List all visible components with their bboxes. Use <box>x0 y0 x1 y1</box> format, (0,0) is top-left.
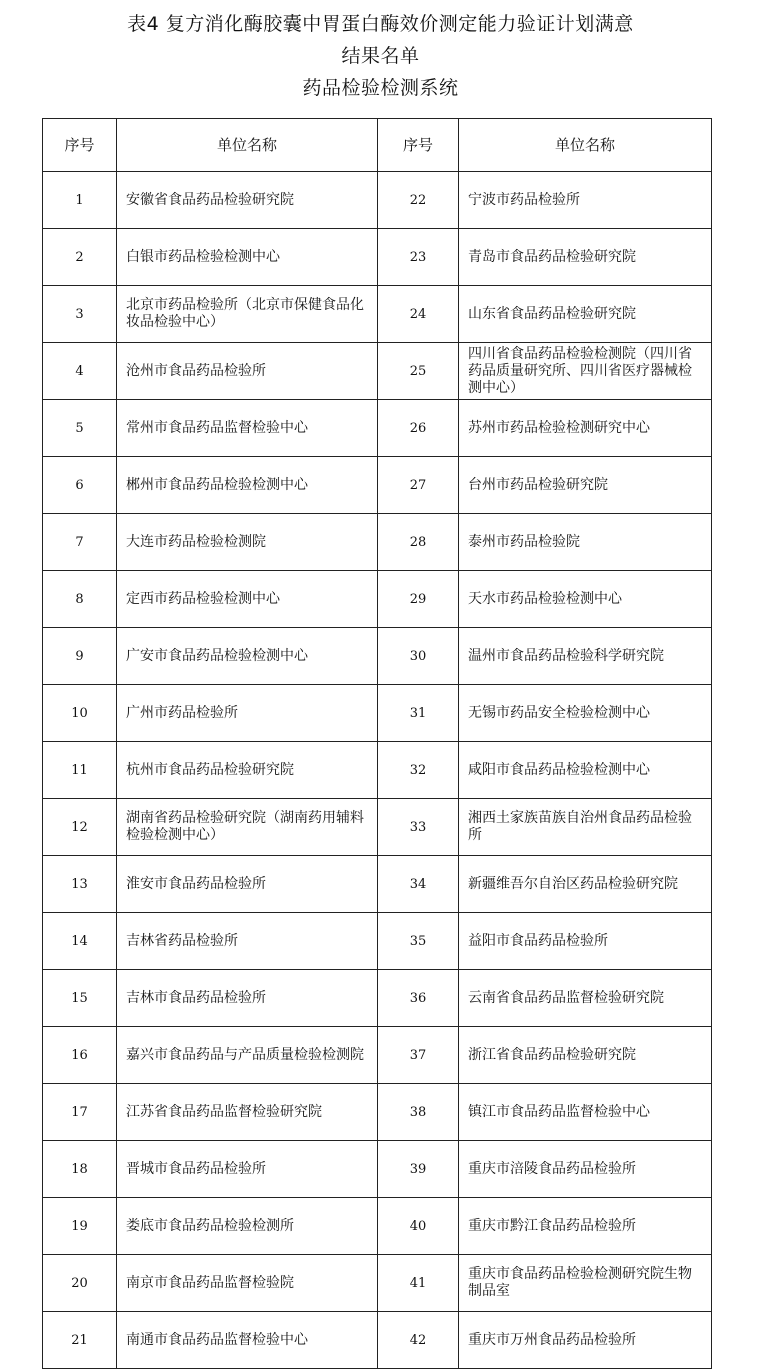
header-index-right: 序号 <box>378 119 459 172</box>
table-body <box>43 172 712 1369</box>
row-index: 35 <box>378 913 459 970</box>
row-index: 22 <box>378 172 459 229</box>
table-row <box>43 628 712 685</box>
row-index: 19 <box>43 1198 117 1255</box>
table-row <box>43 1084 712 1141</box>
table-row <box>43 1198 712 1255</box>
row-unit-name: 重庆市涪陵食品药品检验所 <box>459 1141 712 1198</box>
title-line-2: 结果名单 <box>341 45 420 67</box>
row-unit-name: 北京市药品检验所（北京市保健食品化妆品检验中心） <box>117 286 378 343</box>
row-index: 34 <box>378 856 459 913</box>
row-unit-name: 天水市药品检验检测中心 <box>459 571 712 628</box>
row-unit-name: 娄底市食品药品检验检测所 <box>117 1198 378 1255</box>
table-row <box>43 571 712 628</box>
table-row <box>43 343 712 400</box>
table-row <box>43 400 712 457</box>
row-index: 8 <box>43 571 117 628</box>
row-index: 6 <box>43 457 117 514</box>
title-line-3: 药品检验检测系统 <box>302 77 459 99</box>
row-unit-name: 四川省食品药品检验检测院（四川省药品质量研究所、四川省医疗器械检测中心） <box>459 343 712 400</box>
table-row <box>43 457 712 514</box>
row-unit-name: 郴州市食品药品检验检测中心 <box>117 457 378 514</box>
row-index: 15 <box>43 970 117 1027</box>
row-unit-name: 吉林省药品检验所 <box>117 913 378 970</box>
row-index: 9 <box>43 628 117 685</box>
row-unit-name: 镇江市食品药品监督检验中心 <box>459 1084 712 1141</box>
row-unit-name: 嘉兴市食品药品与产品质量检验检测院 <box>117 1027 378 1084</box>
row-unit-name: 江苏省食品药品监督检验研究院 <box>117 1084 378 1141</box>
row-index: 31 <box>378 685 459 742</box>
row-unit-name: 杭州市食品药品检验研究院 <box>117 742 378 799</box>
row-index: 7 <box>43 514 117 571</box>
results-table <box>42 118 712 1369</box>
row-unit-name: 南通市食品药品监督检验中心 <box>117 1312 378 1369</box>
row-unit-name: 安徽省食品药品检验研究院 <box>117 172 378 229</box>
row-unit-name: 青岛市食品药品检验研究院 <box>459 229 712 286</box>
row-index: 11 <box>43 742 117 799</box>
row-unit-name: 益阳市食品药品检验所 <box>459 913 712 970</box>
row-unit-name: 浙江省食品药品检验研究院 <box>459 1027 712 1084</box>
row-index: 30 <box>378 628 459 685</box>
row-unit-name: 晋城市食品药品检验所 <box>117 1141 378 1198</box>
row-index: 13 <box>43 856 117 913</box>
row-index: 4 <box>43 343 117 400</box>
table-row <box>43 1027 712 1084</box>
row-index: 5 <box>43 400 117 457</box>
row-index: 20 <box>43 1255 117 1312</box>
row-unit-name: 白银市药品检验检测中心 <box>117 229 378 286</box>
row-index: 16 <box>43 1027 117 1084</box>
header-unit-left: 单位名称 <box>117 119 378 172</box>
row-unit-name: 新疆维吾尔自治区药品检验研究院 <box>459 856 712 913</box>
table-row <box>43 1141 712 1198</box>
table-row <box>43 856 712 913</box>
row-unit-name: 淮安市食品药品检验所 <box>117 856 378 913</box>
row-index: 33 <box>378 799 459 856</box>
row-index: 25 <box>378 343 459 400</box>
table-row <box>43 913 712 970</box>
row-index: 3 <box>43 286 117 343</box>
header-unit-right: 单位名称 <box>459 119 712 172</box>
table-row <box>43 229 712 286</box>
table-row <box>43 1255 712 1312</box>
row-index: 27 <box>378 457 459 514</box>
row-unit-name: 湖南省药品检验研究院（湖南药用辅料检验检测中心） <box>117 799 378 856</box>
row-unit-name: 大连市药品检验检测院 <box>117 514 378 571</box>
row-index: 40 <box>378 1198 459 1255</box>
row-unit-name: 云南省食品药品监督检验研究院 <box>459 970 712 1027</box>
row-index: 10 <box>43 685 117 742</box>
row-unit-name: 南京市食品药品监督检验院 <box>117 1255 378 1312</box>
row-index: 12 <box>43 799 117 856</box>
title-line-1: 表4 复方消化酶胶囊中胃蛋白酶效价测定能力验证计划满意 <box>127 13 634 35</box>
row-unit-name: 台州市药品检验研究院 <box>459 457 712 514</box>
row-index: 37 <box>378 1027 459 1084</box>
row-index: 28 <box>378 514 459 571</box>
row-unit-name: 泰州市药品检验院 <box>459 514 712 571</box>
table-row <box>43 514 712 571</box>
row-unit-name: 定西市药品检验检测中心 <box>117 571 378 628</box>
row-index: 41 <box>378 1255 459 1312</box>
row-index: 42 <box>378 1312 459 1369</box>
row-unit-name: 咸阳市食品药品检验检测中心 <box>459 742 712 799</box>
table-row <box>43 742 712 799</box>
table-header-row <box>43 119 712 172</box>
document-title <box>0 8 761 104</box>
row-unit-name: 山东省食品药品检验研究院 <box>459 286 712 343</box>
row-index: 18 <box>43 1141 117 1198</box>
row-index: 36 <box>378 970 459 1027</box>
row-index: 38 <box>378 1084 459 1141</box>
row-unit-name: 苏州市药品检验检测研究中心 <box>459 400 712 457</box>
table-row <box>43 286 712 343</box>
table-row <box>43 685 712 742</box>
row-index: 2 <box>43 229 117 286</box>
table-row <box>43 970 712 1027</box>
row-index: 24 <box>378 286 459 343</box>
table-row <box>43 1312 712 1369</box>
row-unit-name: 湘西土家族苗族自治州食品药品检验所 <box>459 799 712 856</box>
row-unit-name: 无锡市药品安全检验检测中心 <box>459 685 712 742</box>
row-index: 21 <box>43 1312 117 1369</box>
row-index: 17 <box>43 1084 117 1141</box>
row-unit-name: 沧州市食品药品检验所 <box>117 343 378 400</box>
row-index: 39 <box>378 1141 459 1198</box>
row-unit-name: 重庆市黔江食品药品检验所 <box>459 1198 712 1255</box>
row-unit-name: 吉林市食品药品检验所 <box>117 970 378 1027</box>
row-index: 1 <box>43 172 117 229</box>
table-row <box>43 799 712 856</box>
row-index: 26 <box>378 400 459 457</box>
row-unit-name: 温州市食品药品检验科学研究院 <box>459 628 712 685</box>
row-index: 23 <box>378 229 459 286</box>
table-row <box>43 172 712 229</box>
row-unit-name: 宁波市药品检验所 <box>459 172 712 229</box>
row-unit-name: 重庆市万州食品药品检验所 <box>459 1312 712 1369</box>
row-index: 29 <box>378 571 459 628</box>
row-unit-name: 广州市药品检验所 <box>117 685 378 742</box>
row-unit-name: 常州市食品药品监督检验中心 <box>117 400 378 457</box>
row-unit-name: 广安市食品药品检验检测中心 <box>117 628 378 685</box>
row-index: 14 <box>43 913 117 970</box>
row-index: 32 <box>378 742 459 799</box>
row-unit-name: 重庆市食品药品检验检测研究院生物制品室 <box>459 1255 712 1312</box>
header-index-left: 序号 <box>43 119 117 172</box>
